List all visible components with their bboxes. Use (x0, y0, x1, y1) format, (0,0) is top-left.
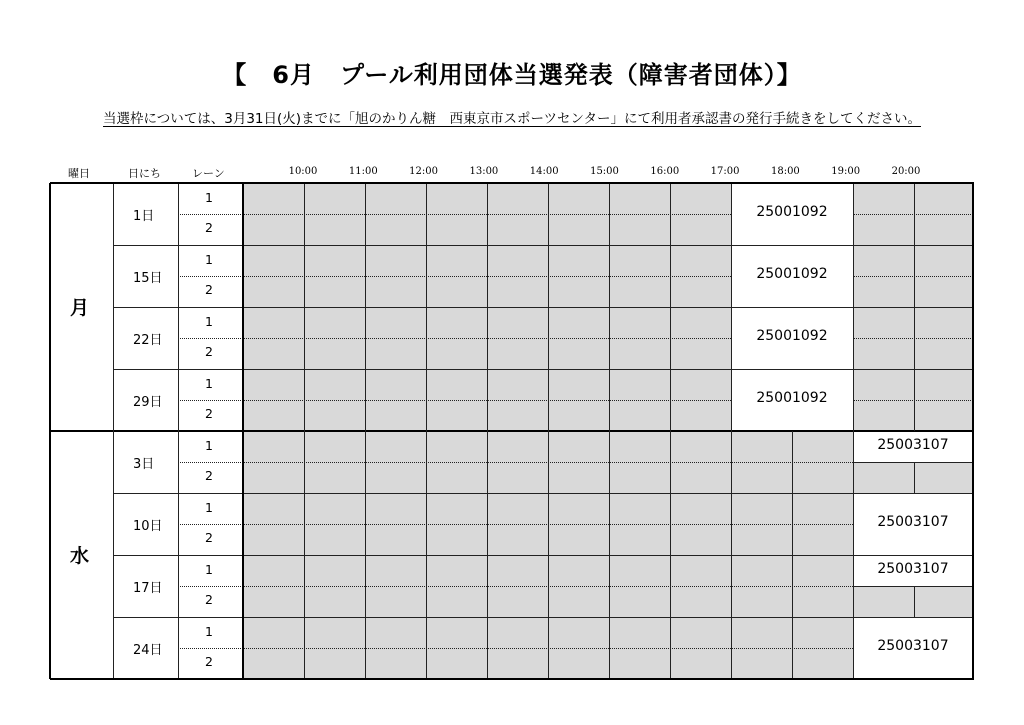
hour-line (304, 183, 305, 214)
hour-line (548, 524, 549, 555)
hour-line (426, 462, 427, 493)
lane-divider (178, 400, 731, 401)
hour-line (487, 524, 488, 555)
lane-number: 1 (205, 438, 213, 453)
booking-number: 25003107 (877, 514, 949, 530)
hour-line (609, 338, 610, 369)
lane-number: 1 (205, 190, 213, 205)
hour-line (670, 400, 671, 431)
hour-line (487, 338, 488, 369)
hour-line (609, 462, 610, 493)
date-cell: 24日 (133, 643, 163, 658)
booked-border (853, 183, 854, 245)
page-title: 【 6月 プール利用団体当選発表（障害者団体）】 (222, 61, 802, 89)
booking-number: 25001092 (756, 266, 828, 282)
date-cell: 3日 (133, 457, 155, 472)
time-label: 11:00 (348, 166, 378, 177)
hour-line (609, 276, 610, 307)
lane-divider (853, 338, 973, 339)
hour-line (487, 431, 488, 462)
time-label: 10:00 (288, 166, 318, 177)
table-border (972, 183, 974, 679)
hour-line (304, 338, 305, 369)
booked-border (853, 586, 973, 587)
hour-line (365, 400, 366, 431)
header-date: 日にち (128, 167, 161, 180)
hour-line (792, 648, 793, 679)
hour-line (304, 555, 305, 586)
hour-line (548, 245, 549, 276)
hour-line (487, 555, 488, 586)
hour-line (548, 555, 549, 586)
hour-line (914, 369, 915, 400)
lane-number: 1 (205, 314, 213, 329)
hour-line (426, 214, 427, 245)
hour-line (914, 245, 915, 276)
lane-number: 1 (205, 376, 213, 391)
hour-line (670, 307, 671, 338)
hour-line (365, 431, 366, 462)
hour-line (792, 586, 793, 617)
hour-line (304, 648, 305, 679)
hour-line (670, 648, 671, 679)
hour-line (609, 214, 610, 245)
hour-line (304, 276, 305, 307)
hour-line (609, 648, 610, 679)
hour-line (731, 493, 732, 524)
lane-divider (178, 524, 853, 525)
hour-line (548, 307, 549, 338)
lane-divider (853, 276, 973, 277)
lane-divider (178, 648, 853, 649)
hour-line (426, 369, 427, 400)
hour-line (914, 214, 915, 245)
hour-line (304, 617, 305, 648)
booking-number: 25001092 (756, 390, 828, 406)
hour-line (609, 307, 610, 338)
hour-line (670, 245, 671, 276)
date-cell: 15日 (133, 271, 163, 286)
header-lane: レーン (192, 167, 225, 180)
booked-border (853, 369, 854, 431)
hour-line (548, 369, 549, 400)
lane-divider (178, 276, 731, 277)
hour-line (914, 462, 915, 493)
time-label: 18:00 (770, 166, 800, 177)
hour-line (304, 586, 305, 617)
hour-line (609, 369, 610, 400)
hour-line (731, 555, 732, 586)
hour-line (670, 462, 671, 493)
hour-line (365, 338, 366, 369)
time-label: 14:00 (529, 166, 559, 177)
hour-line (426, 400, 427, 431)
hour-line (548, 276, 549, 307)
hour-line (548, 462, 549, 493)
hour-line (731, 586, 732, 617)
hour-line (670, 183, 671, 214)
hour-line (487, 245, 488, 276)
hour-line (731, 648, 732, 679)
lane-divider (178, 338, 731, 339)
hour-line (853, 586, 854, 617)
hour-line (365, 493, 366, 524)
date-cell: 29日 (133, 395, 163, 410)
lane-number: 1 (205, 624, 213, 639)
hour-line (365, 555, 366, 586)
time-label: 17:00 (710, 166, 740, 177)
time-label: 12:00 (409, 166, 439, 177)
hour-line (548, 338, 549, 369)
hour-line (304, 462, 305, 493)
hour-line (426, 245, 427, 276)
lane-number: 1 (205, 562, 213, 577)
lane-number: 2 (205, 468, 213, 483)
time-label: 16:00 (650, 166, 680, 177)
booking-number: 25003107 (877, 436, 949, 453)
hour-line (792, 493, 793, 524)
hour-line (914, 400, 915, 431)
hour-line (365, 214, 366, 245)
hour-line (304, 431, 305, 462)
hour-line (304, 307, 305, 338)
hour-line (426, 524, 427, 555)
hour-line (487, 400, 488, 431)
hour-line (426, 276, 427, 307)
hour-line (365, 276, 366, 307)
hour-line (426, 431, 427, 462)
hour-line (670, 524, 671, 555)
hour-line (609, 555, 610, 586)
hour-line (609, 524, 610, 555)
column-divider (178, 183, 179, 679)
notice-text: 当選枠については、3月31日(火)までに「旭のかりん糖 西東京市スポーツセンター」にて利用者承認書の発行手続きをしてください。 (103, 111, 921, 127)
hour-line (426, 617, 427, 648)
hour-line (548, 183, 549, 214)
hour-line (365, 369, 366, 400)
hour-line (609, 431, 610, 462)
hour-line (304, 245, 305, 276)
date-cell: 10日 (133, 519, 163, 534)
hour-line (914, 586, 915, 617)
hour-line (487, 369, 488, 400)
hour-line (792, 617, 793, 648)
lane-divider (853, 400, 973, 401)
lane-divider (853, 214, 973, 215)
hour-line (487, 648, 488, 679)
time-label: 13:00 (469, 166, 499, 177)
hour-line (914, 307, 915, 338)
hour-line (426, 338, 427, 369)
hour-line (548, 586, 549, 617)
booked-border (853, 307, 854, 369)
time-label: 19:00 (831, 166, 861, 177)
hour-line (609, 586, 610, 617)
time-label: 15:00 (590, 166, 619, 177)
hour-line (914, 338, 915, 369)
table-border (49, 183, 51, 679)
hour-line (670, 617, 671, 648)
lane-number: 1 (205, 252, 213, 267)
hour-line (548, 617, 549, 648)
lane-number: 2 (205, 282, 213, 297)
hour-line (670, 586, 671, 617)
hour-line (731, 431, 732, 462)
booking-number: 25003107 (877, 560, 949, 577)
hour-line (853, 462, 854, 493)
hour-line (670, 431, 671, 462)
booked-border (853, 462, 973, 463)
hour-line (365, 648, 366, 679)
hour-line (487, 183, 488, 214)
hour-line (792, 555, 793, 586)
hour-line (426, 307, 427, 338)
lane-number: 2 (205, 654, 213, 669)
lane-number: 2 (205, 406, 213, 421)
hour-line (914, 276, 915, 307)
hour-line (365, 245, 366, 276)
hour-line (365, 307, 366, 338)
table-border (50, 678, 974, 680)
weekday-label: 月 (70, 297, 90, 319)
lane-number: 1 (205, 500, 213, 515)
hour-line (792, 524, 793, 555)
hour-line (426, 648, 427, 679)
hour-line (365, 183, 366, 214)
hour-line (609, 400, 610, 431)
hour-line (670, 369, 671, 400)
hour-line (426, 586, 427, 617)
hour-line (487, 214, 488, 245)
timetable-border (242, 183, 244, 679)
group-divider (50, 430, 974, 432)
hour-line (365, 462, 366, 493)
hour-line (487, 462, 488, 493)
lane-divider (178, 214, 731, 215)
hour-line (609, 493, 610, 524)
hour-line (609, 617, 610, 648)
lane-number: 2 (205, 220, 213, 235)
hour-line (365, 617, 366, 648)
hour-line (609, 183, 610, 214)
hour-line (304, 493, 305, 524)
hour-line (670, 338, 671, 369)
date-cell: 1日 (133, 209, 155, 224)
hour-line (609, 245, 610, 276)
booking-number: 25003107 (877, 638, 949, 654)
hour-line (914, 183, 915, 214)
hour-line (731, 524, 732, 555)
hour-line (792, 431, 793, 462)
hour-line (670, 214, 671, 245)
hour-line (365, 524, 366, 555)
hour-line (548, 214, 549, 245)
hour-line (731, 617, 732, 648)
time-label: 20:00 (891, 166, 921, 177)
hour-line (548, 493, 549, 524)
date-cell: 17日 (133, 581, 163, 596)
date-cell: 22日 (133, 333, 163, 348)
hour-line (670, 555, 671, 586)
hour-line (304, 214, 305, 245)
booking-number: 25001092 (756, 328, 828, 344)
hour-line (792, 462, 793, 493)
lane-number: 2 (205, 592, 213, 607)
hour-line (548, 648, 549, 679)
hour-line (731, 462, 732, 493)
hour-line (548, 431, 549, 462)
table-border (50, 182, 974, 184)
hour-line (426, 183, 427, 214)
hour-line (304, 524, 305, 555)
hour-line (670, 493, 671, 524)
hour-line (670, 276, 671, 307)
hour-line (304, 369, 305, 400)
hour-line (426, 493, 427, 524)
hour-line (487, 307, 488, 338)
hour-line (487, 276, 488, 307)
booked-border (853, 245, 854, 307)
hour-line (548, 400, 549, 431)
hour-line (487, 493, 488, 524)
header-weekday: 曜日 (68, 167, 90, 180)
column-divider (113, 183, 114, 679)
lane-number: 2 (205, 530, 213, 545)
hour-line (426, 555, 427, 586)
hour-line (365, 586, 366, 617)
booking-number: 25001092 (756, 204, 828, 220)
hour-line (304, 400, 305, 431)
hour-line (487, 586, 488, 617)
lane-number: 2 (205, 344, 213, 359)
hour-line (487, 617, 488, 648)
weekday-label: 水 (70, 545, 90, 567)
